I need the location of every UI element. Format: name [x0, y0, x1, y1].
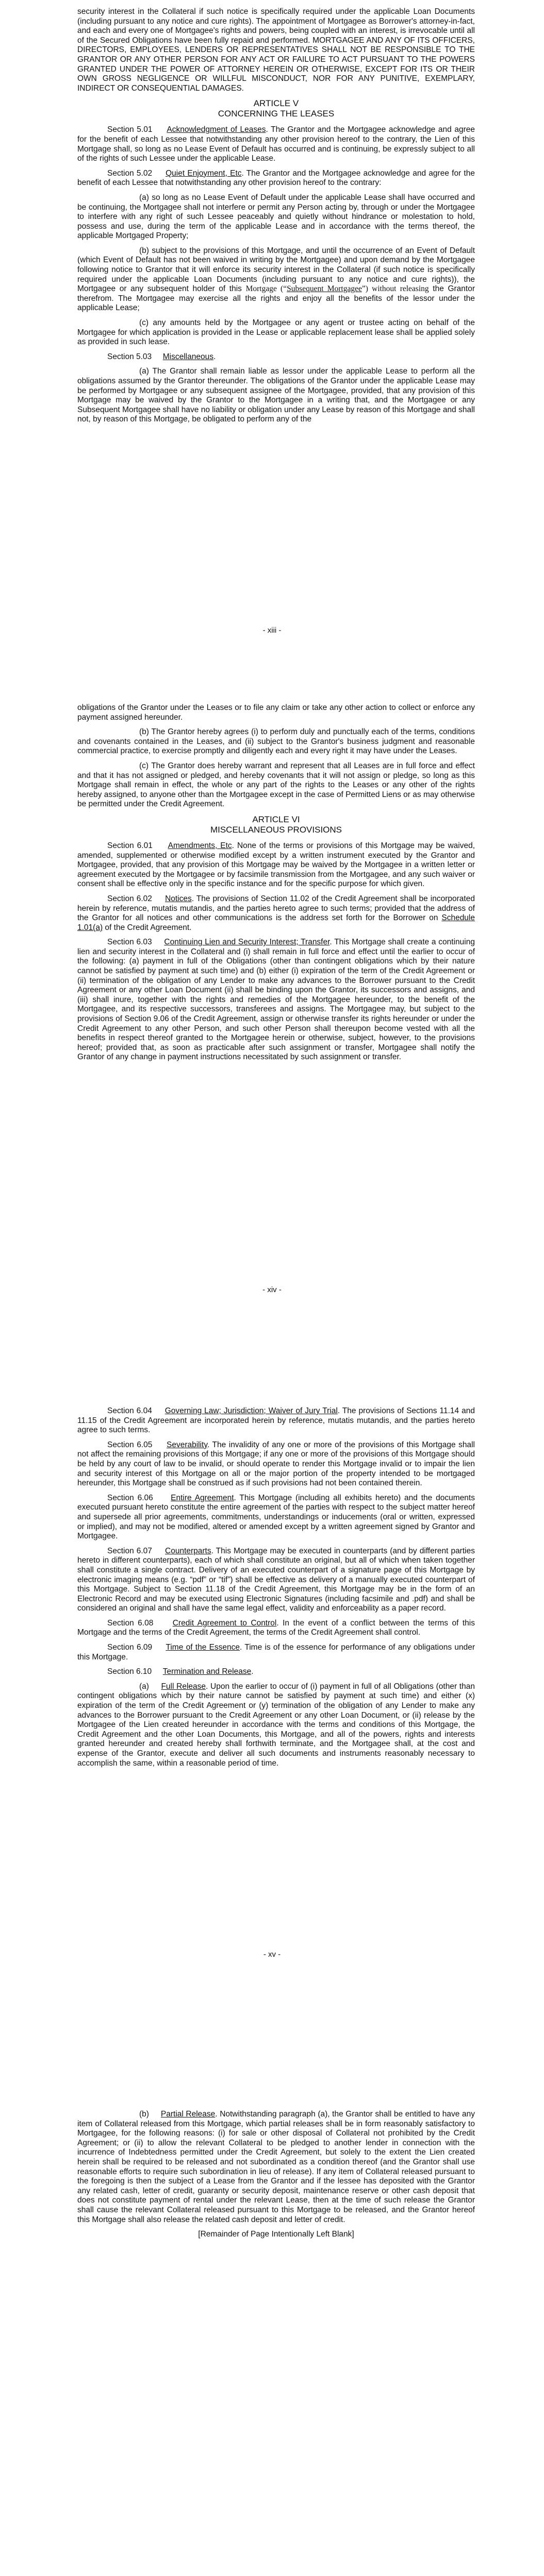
section-6-08: [77, 1619, 475, 1638]
page-3-content: [0, 1406, 544, 1773]
clause-serif: Mortgage (“: [245, 284, 287, 294]
section-title: Continuing Lien and Security Interest; Transfer: [164, 938, 330, 947]
section-6-10: Section 6.10 Termination and Release.: [107, 1667, 254, 1676]
section-number: Section 6.01: [107, 841, 153, 850]
section-5-03-a: (a) The Grantor shall remain liable as lessor under the applicable Lease to perform all the obligations assumed by the Grantor thereunder. The obligations of the Grantor under the applicable Lease may be performed by Mortgagee or any subsequent assignee of the Mortgagee, provided, that any provision of this Mortgage may be waived by the Grantor to the Mortgagee in a writing that, and the Mortgagee or any Subsequent Mortgagee shall have no liability or obligation under any Lease by reason of this Mortgage and shall not, by reason of this Mortgage, be obligated to perform any of the: [77, 367, 475, 424]
clause-title: Full Release: [161, 1682, 206, 1691]
section-6-04: [77, 1406, 475, 1435]
section-number: Section 6.04: [107, 1406, 152, 1415]
section-6-02: [77, 894, 475, 933]
article-vi-title: MISCELLANEOUS PROVISIONS: [210, 824, 342, 835]
section-5-03-b: (b) The Grantor hereby agrees (i) to perform duly and punctually each of the terms, conditions and covenants contained in the Leases, and (ii) subject to the Grantor's business judgment and reasonable commercial practice, to exercise promptly and diligently each and every right it may have under the Leases.: [77, 727, 475, 756]
section-title: Governing Law; Jurisdiction; Waiver of Jury Trial: [164, 1406, 338, 1415]
section-title: Credit Agreement to Control: [172, 1618, 277, 1628]
page-1-content: [0, 7, 544, 430]
clause-text: . Upon the earlier to occur of (i) payment in full of all Obligations (other than contingent obligations which by their nature cannot be satisfied by payment at such time) and either (x) expiration of the term of the Credit Agreement or (y) termination of the obligation of any Lender to make any advances to the Borrower pursuant to the Credit Agreement or any other Loan Document, or (ii) release by the Mortgagee of the Lien created hereunder in accordance with the terms and conditions of this Mortgage, the Credit Agreement and the other Loan Documents, this Mortgage, and all of the powers, rights and interests granted hereunder and created hereby shall forthwith terminate, and the Mortgagee shall, at the cost and expense of the Grantor, execute and deliver all such documents and instruments reasonably necessary to accomplish the same, within a reasonable period of time.: [77, 1682, 475, 1768]
page-4-content: [0, 2110, 544, 2240]
section-5-02-a: (a) so long as no Lease Event of Default under the applicable Lease shall have occurred and be continuing, the Mortgagee shall not interfere or permit any Person acting by, through or under the Mortgagee to interfere with any right of such Lessee peaceably and quietly without hindrance or molestation to hold, possess and use, during the term of the applicable Lease and in accordance with the terms thereof, the applicable Mortgaged Property;: [77, 193, 475, 241]
remainder-blank-note: [Remainder of Page Intentionally Left Blank]: [198, 2230, 354, 2239]
section-number: Section 5.03: [107, 352, 152, 361]
section-title: Time of the Essence: [166, 1643, 240, 1652]
section-text: . In the event of a conflict between the terms of this Mortgage and the terms of the Credit Agreement, the terms of the Credit Agreement shall control.: [77, 1618, 475, 1637]
section-text: . Time is of the essence for performance of any obligations under this Mortgage.: [77, 1643, 475, 1662]
section-6-06: [77, 1494, 475, 1541]
clause-text: . Notwithstanding paragraph (a), the Grantor shall be entitled to have any item of Collateral released from this Mortgage, which partial releases shall be in form reasonably satisfactory to Mortgagee, for the following reasons: (i) for sale or other disposal of Collateral not prohibited by the Credit Agreement; or (ii) to allow the relevant Collateral to be pledged to another lender in connection with the incurrence of Indebtedness permitted under the Credit Agreement, but solely to the extent the Lien created herein shall be required to be released and not subordinated as a condition thereof (and the Grantor shall use reasonable efforts to require such subordination in lieu of release). If any item of Collateral released pursuant to the foregoing is then the subject of a Lease from the Grantor and if the lessee has deposited with the Grantor any related cash, letter of credit, guaranty or security deposit, maintenance reserve or other cash deposit that does not constitute payment of rental under the relevant Lease, then at the time of such release the Grantor shall cause the relevant Collateral released pursuant to this Mortgage to be released, and the Grantor hereof this Mortgage shall also release the related cash deposit and letter of credit.: [77, 2110, 475, 2224]
section-number: Section 6.02: [107, 894, 152, 903]
section-text: . None of the terms or provisions of this Mortgage may be waived, amended, supplemented or otherwise modified except by a written instrument executed by the Grantor and Mortgagee, provided, that any provision of this Mortgage may be waived by the Mortgagee in a written letter or agreement executed by the Mortgagee or by facsimile transmission from the Mortgagee, and any such waiver or consent shall be effective only in the specific instance and for the specific purpose for which given.: [77, 841, 475, 889]
page-2-content: [0, 703, 544, 1067]
clause-label: (a): [139, 1682, 149, 1691]
section-text: . The provisions of Section 11.02 of the Credit Agreement shall be incorporated herein by reference, mutatis mutandis, and the parties hereto agree to such terms; provided that the address of the Grantor for all notices and other communications is the address set forth for the Borrower on: [77, 894, 475, 923]
section-text: . This Mortgage (including all exhibits hereto) and the documents executed pursuant hereto constitute the entire agreement of the parties with respect to the subject matter hereof and supersede all prior agreements, commitments, understandings or inducements (oral or written, expressed or implied), and may not be modified, altered or amended except by a written agreement signed by Grantor and Mortgagee.: [77, 1493, 475, 1541]
section-6-09: [77, 1643, 475, 1662]
section-number: Section 6.09: [107, 1643, 153, 1652]
section-5-02-b: [77, 246, 475, 313]
section-number: Section 5.01: [107, 125, 153, 134]
section-text: . The invalidity of any one or more of the provisions of this Mortgage shall not affect the remaining provisions of this Mortgage; if any one or more of the provisions of this Mortgage should be held by any court of law to be invalid, or should operate to render this Mortgage invalid or to impair the lien and security interest of this Mortgage on all or the major portion of the property intended to be mortgaged hereunder, this Mortgage shall be construed as if such provisions had not been contained therein.: [77, 1440, 475, 1488]
section-6-10-b: [77, 2110, 475, 2225]
section-5-01: [77, 125, 475, 163]
section-text: . The Grantor and the Mortgagee acknowledge and agree for the benefit of each Lessee that notwithstanding any other provision hereof to the contrary:: [77, 168, 475, 188]
section-5-02: [77, 169, 475, 188]
section-text: . This Mortgage shall create a continuing lien and security interest in the Collateral and (i) shall remain in full force and effect until the earlier to occur of the following: (a) payment in full of the Obligations (other than contingent obligations which by their nature cannot be satisfied by payment at such time) and (b) either (i) expiration of the term of the Credit Agreement or (ii) termination of the obligation of any Lender to make any advances to the Borrower pursuant to the Credit Agreement or any other Loan Document (ii) shall be binding upon the Grantor, its successors and assigns, and (iii) shall inure, together with the rights and remedies of the Mortgagee hereunder, to the benefit of the Mortgagee, and its respective successors, transferees and assigns. The Mortgagee may, but subject to the provisions of Section 9.06 of the Credit Agreement, assign or otherwise transfer its rights hereunder or under the Credit Agreement to any other Person, and such other Person shall thereupon become vested with all the benefits in respect thereof granted to the Mortgagee herein or otherwise, subject, however, to the provisions hereof; provided that, as soon as practicable after such assignment or transfer, Mortgagee shall notify the Grantor of any change in payment instructions necessitated by such assignment or transfer.: [77, 938, 475, 1062]
section-5-03: Section 5.03 Miscellaneous.: [107, 352, 216, 361]
section-title: Quiet Enjoyment, Etc: [166, 168, 242, 178]
section-number: Section 5.02: [107, 168, 153, 178]
section-number: Section 6.06: [107, 1493, 153, 1502]
schedule-reference: Schedule 1.01(a): [77, 913, 475, 932]
section-title: Acknowledgment of Leases: [167, 125, 266, 134]
page-number: - xv -: [263, 1950, 281, 1959]
section-title: Amendments, Etc: [168, 841, 232, 850]
section-title: Notices: [165, 894, 192, 903]
section-title: Entire Agreement: [171, 1493, 234, 1502]
section-number: Section 6.05: [107, 1440, 153, 1449]
section-5-02-c: (c) any amounts held by the Mortgagee or any agent or trustee acting on behalf of the Mortgagee for which application is provided in the Lease or applicable replacement lease shall be applied solely as provided in such lease.: [77, 318, 475, 347]
clause-text: (b) subject to the provisions of this Mortgage, and until the occurrence of an Event of Default (which Event of Default has not been waived in writing by the Mortgagee) and upon demand by the Mortgagee following notice to Grantor that it will enforce its security interest in the Collateral (if such notice is specifically required under the applicable Loan Documents (including pursuant to any notice and cure rights)), the Mortgagee or any subsequent holder of this: [77, 246, 475, 294]
section-title: Counterparts: [165, 1546, 211, 1555]
section-text: . This Mortgage may be executed in counterparts (and by different parties hereto in different counterparts), each of which shall constitute an original, but all of which when taken together shall constitute a single contract. Delivery of an executed counterpart of a signature page of this Mortgage by electronic imaging means (e.g. “pdf” or “tif”) shall be effective as delivery of a manually executed counterpart of this Mortgage. Subject to Section 11.18 of the Credit Agreement, this Mortgage may be in the form of an Electronic Record and may be executed using Electronic Signatures (including facsimile and .pdf) and shall be considered an original and shall have the same legal effect, validity and enforceability as a paper record.: [77, 1546, 475, 1613]
section-number: Section 6.08: [107, 1618, 154, 1628]
section-6-05: [77, 1440, 475, 1488]
clause-serif: ”) without releasing: [361, 284, 429, 294]
article-v-title: CONCERNING THE LEASES: [218, 109, 335, 119]
section-title: Termination and Release: [162, 1667, 252, 1676]
section-text: of the Credit Agreement.: [103, 923, 192, 932]
subsequent-mortgagee-term: Subsequent Mortgagee: [287, 284, 362, 294]
section-title: Miscellaneous: [162, 352, 213, 361]
clause-label: (b): [139, 2110, 149, 2119]
page-2: [0, 703, 544, 1406]
section-text: . The Grantor and the Mortgagee acknowledge and agree for the benefit of each Lessee that notwithstanding any other provision hereof to the contrary, the Lien of this Mortgage shall, so long as no Lease Event of Default has occurred and is continuing, be expressly subject to all of the rights of such Lessee under the applicable Lease.: [77, 125, 475, 163]
continuation-paragraph: obligations of the Grantor under the Leases or to file any claim or take any other action to collect or enforce any payment assigned hereunder.: [77, 703, 475, 722]
article-v-heading: ARTICLE V: [253, 98, 299, 109]
page-1: [0, 0, 544, 703]
article-vi-heading: ARTICLE VI: [252, 814, 300, 824]
clause-title: Partial Release: [160, 2110, 216, 2119]
page-4: [0, 2110, 544, 2576]
section-6-10-a: [77, 1682, 475, 1768]
section-6-01: [77, 841, 475, 889]
section-number: Section 6.07: [107, 1546, 152, 1555]
section-number: Section 6.10: [107, 1667, 152, 1676]
section-number: Section 6.03: [107, 938, 152, 947]
section-6-03: [77, 938, 475, 1062]
clause-text: the Grantor therefrom. The Mortgagee may exercise all the rights and enjoy all the benefits of the lessor under the applicable Lease;: [77, 284, 475, 313]
section-title: Severability: [167, 1440, 207, 1449]
page-number: - xiv -: [262, 1285, 282, 1294]
section-text: . The provisions of Sections 11.14 and 11.15 of the Credit Agreement are incorporated herein by reference, mutatis mutandis, and the parties hereto agree to such terms.: [77, 1406, 475, 1435]
page-3: [0, 1406, 544, 2110]
page-number: - xiii -: [262, 626, 282, 635]
section-6-07: [77, 1547, 475, 1614]
intro-paragraph: security interest in the Collateral if such notice is specifically required under the applicable Loan Documents (including pursuant to any notice and cure rights). The appointment of Mortgagee as Borrower's attorney-in-fact, and each and every one of Mortgagee's rights and powers, being coupled with an interest, is irrevocable until all of the Secured Obligations have been fully repaid and performed. MORTGAGEE AND ANY OF ITS OFFICERS, DIRECTORS, EMPLOYEES, LENDERS OR REPRESENTATIVES SHALL NOT BE RESPONSIBLE TO THE GRANTOR OR ANY OTHER PERSON FOR ANY ACT OR FAILURE TO ACT PURSUANT TO THE POWERS GRANTED UNDER THE POWER OF ATTORNEY HEREIN OR OTHERWISE, EXCEPT FOR ITS OR THEIR OWN GROSS NEGLIGENCE OR WILLFUL MISCONDUCT, NOR FOR ANY PUNITIVE, EXEMPLARY, INDIRECT OR CONSEQUENTIAL DAMAGES.: [77, 7, 475, 93]
section-5-03-c: (c) The Grantor does hereby warrant and represent that all Leases are in full force and effect and that it has not assigned or pledged, and hereby covenants that it will not assign or pledge, so long as this Mortgage shall remain in effect, the whole or any part of the rights to the Leases or any other of the rights hereby assigned, to anyone other than the Mortgagee except in the case of Permitted Liens or as may otherwise be permitted under the Credit Agreement.: [77, 761, 475, 809]
